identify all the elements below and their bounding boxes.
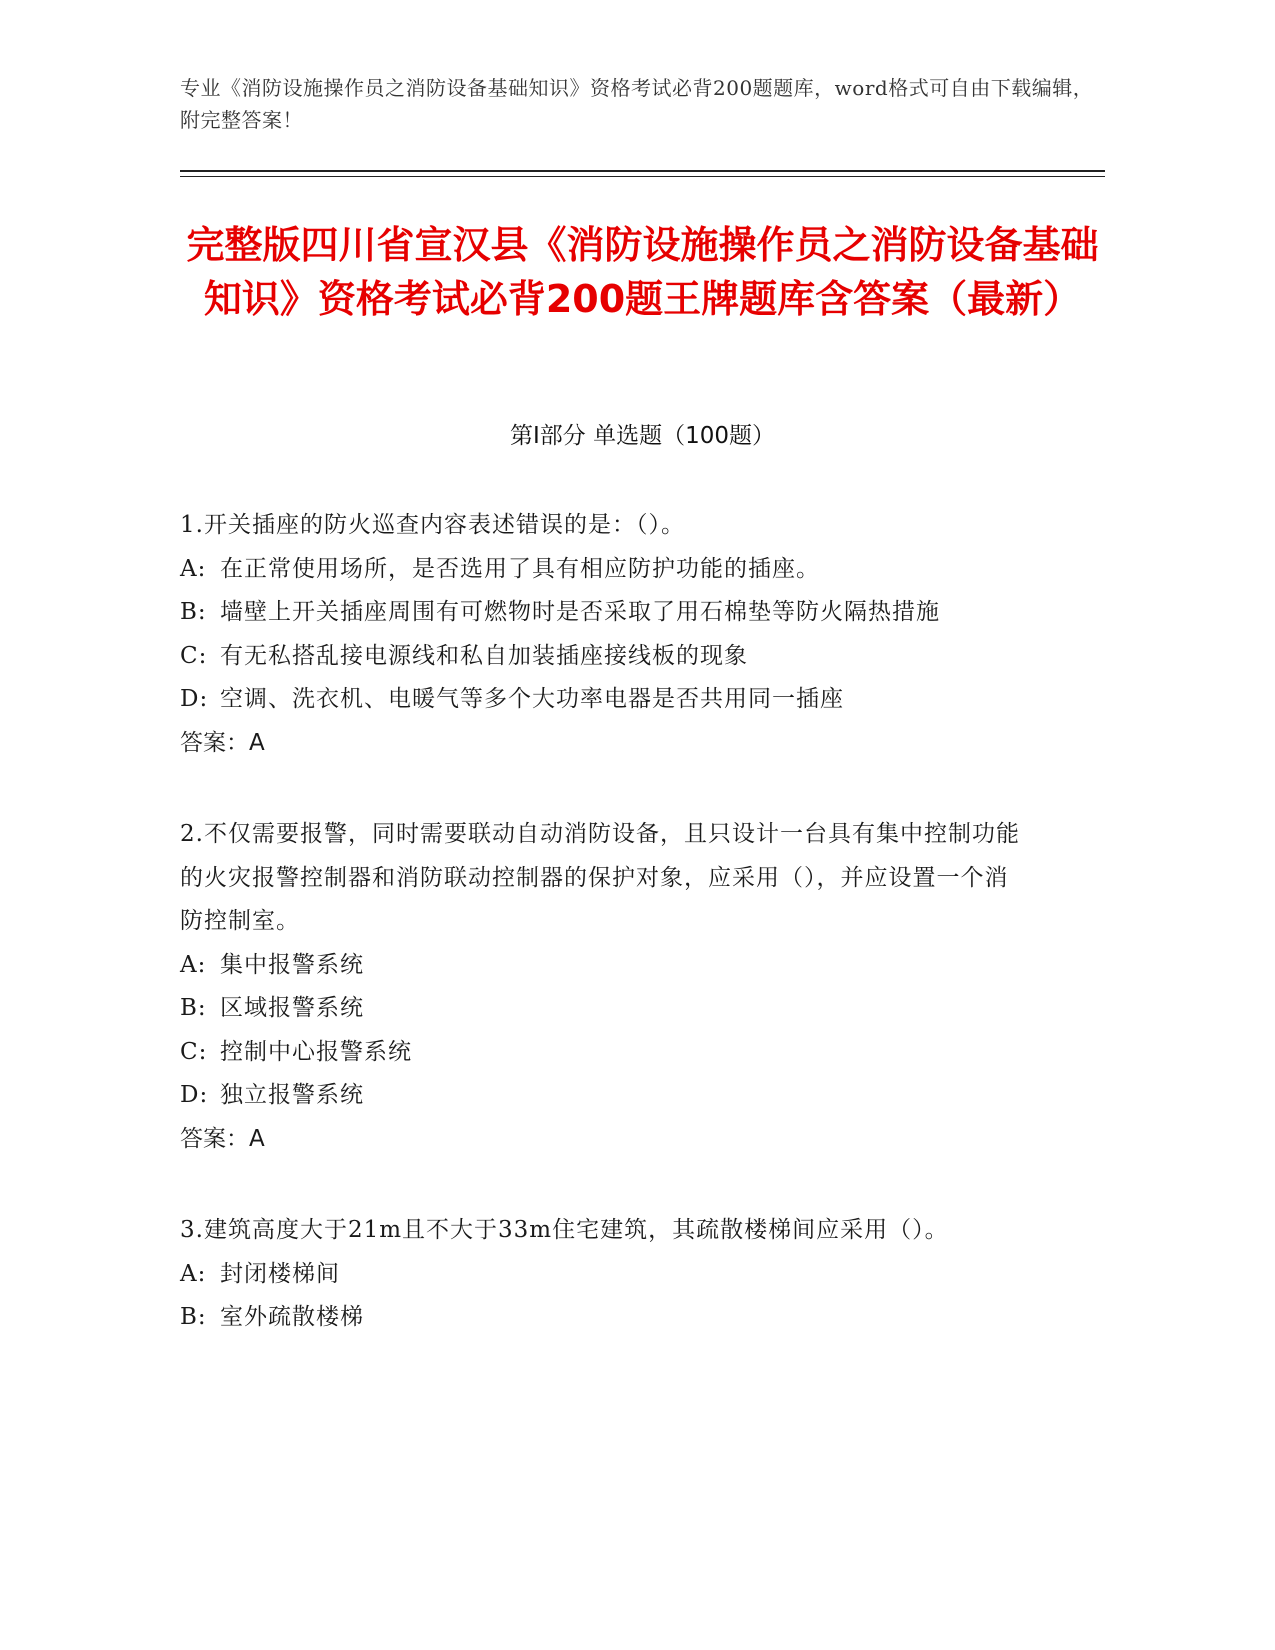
option-text: 空调、洗衣机、电暖气等多个大功率电器是否共用同一插座 — [220, 686, 844, 712]
option-c — [180, 1031, 1030, 1075]
option-c — [180, 635, 1030, 679]
option-text: 独立报警系统 — [220, 1082, 364, 1108]
option-key: A: — [180, 951, 207, 978]
option-key: C: — [180, 1038, 208, 1065]
header-rule-thick — [180, 170, 1105, 172]
option-text: 控制中心报警系统 — [220, 1038, 412, 1065]
option-b — [180, 591, 1030, 635]
question-1 — [180, 504, 1030, 765]
answer-label: 答案： — [180, 729, 249, 756]
option-b — [180, 987, 1030, 1031]
header-rule-thin — [180, 176, 1105, 177]
answer-line — [180, 722, 1030, 766]
question-stem: 2.不仅需要报警，同时需要联动自动消防设备，且只设计一台具有集中控制功能的火灾报警控制器和消防联动控制器的保护对象，应采用（），并应设置一个消防控制室。 — [180, 821, 1020, 934]
option-key: B: — [180, 599, 207, 625]
answer-line — [180, 1118, 1030, 1162]
answer-value: A — [249, 1125, 265, 1152]
option-a — [180, 944, 1030, 988]
answer-value: A — [249, 729, 265, 756]
option-text: 墙壁上开关插座周围有可燃物时是否采取了用石棉垫等防火隔热措施 — [220, 599, 940, 625]
option-text: 有无私搭乱接电源线和私自加装插座接线板的现象 — [220, 642, 748, 669]
document-title: 完整版四川省宣汉县《消防设施操作员之消防设备基础知识》资格考试必背200题王牌题库含答案（最新） — [186, 223, 1099, 321]
document-header-note: 专业《消防设施操作员之消防设备基础知识》资格考试必背200题题库，word格式可自由下载编辑，附完整答案！ — [180, 76, 1094, 132]
question-2 — [180, 813, 1030, 1161]
option-b — [180, 1296, 1030, 1340]
option-key: B: — [180, 995, 207, 1021]
option-a — [180, 1253, 1030, 1297]
option-d — [180, 1074, 1030, 1118]
option-key: B: — [180, 1304, 207, 1330]
section-heading: 第I部分 单选题（100题） — [510, 423, 775, 449]
option-text: 封闭楼梯间 — [220, 1260, 340, 1287]
question-list — [180, 504, 1030, 1388]
answer-label: 答案： — [180, 1125, 249, 1152]
option-d — [180, 678, 1030, 722]
option-text: 区域报警系统 — [220, 995, 364, 1021]
question-3 — [180, 1209, 1030, 1340]
option-text: 集中报警系统 — [220, 951, 364, 978]
option-a — [180, 548, 1030, 592]
question-stem: 1.开关插座的防火巡查内容表述错误的是：（）。 — [180, 512, 685, 538]
option-key: C: — [180, 642, 208, 669]
question-stem: 3.建筑高度大于21m且不大于33m住宅建筑，其疏散楼梯间应采用（）。 — [180, 1217, 949, 1243]
option-text: 在正常使用场所，是否选用了具有相应防护功能的插座。 — [220, 555, 820, 582]
option-key: D: — [180, 686, 209, 712]
option-key: A: — [180, 555, 207, 582]
option-key: A: — [180, 1260, 207, 1287]
option-text: 室外疏散楼梯 — [220, 1304, 364, 1330]
option-key: D: — [180, 1082, 209, 1108]
